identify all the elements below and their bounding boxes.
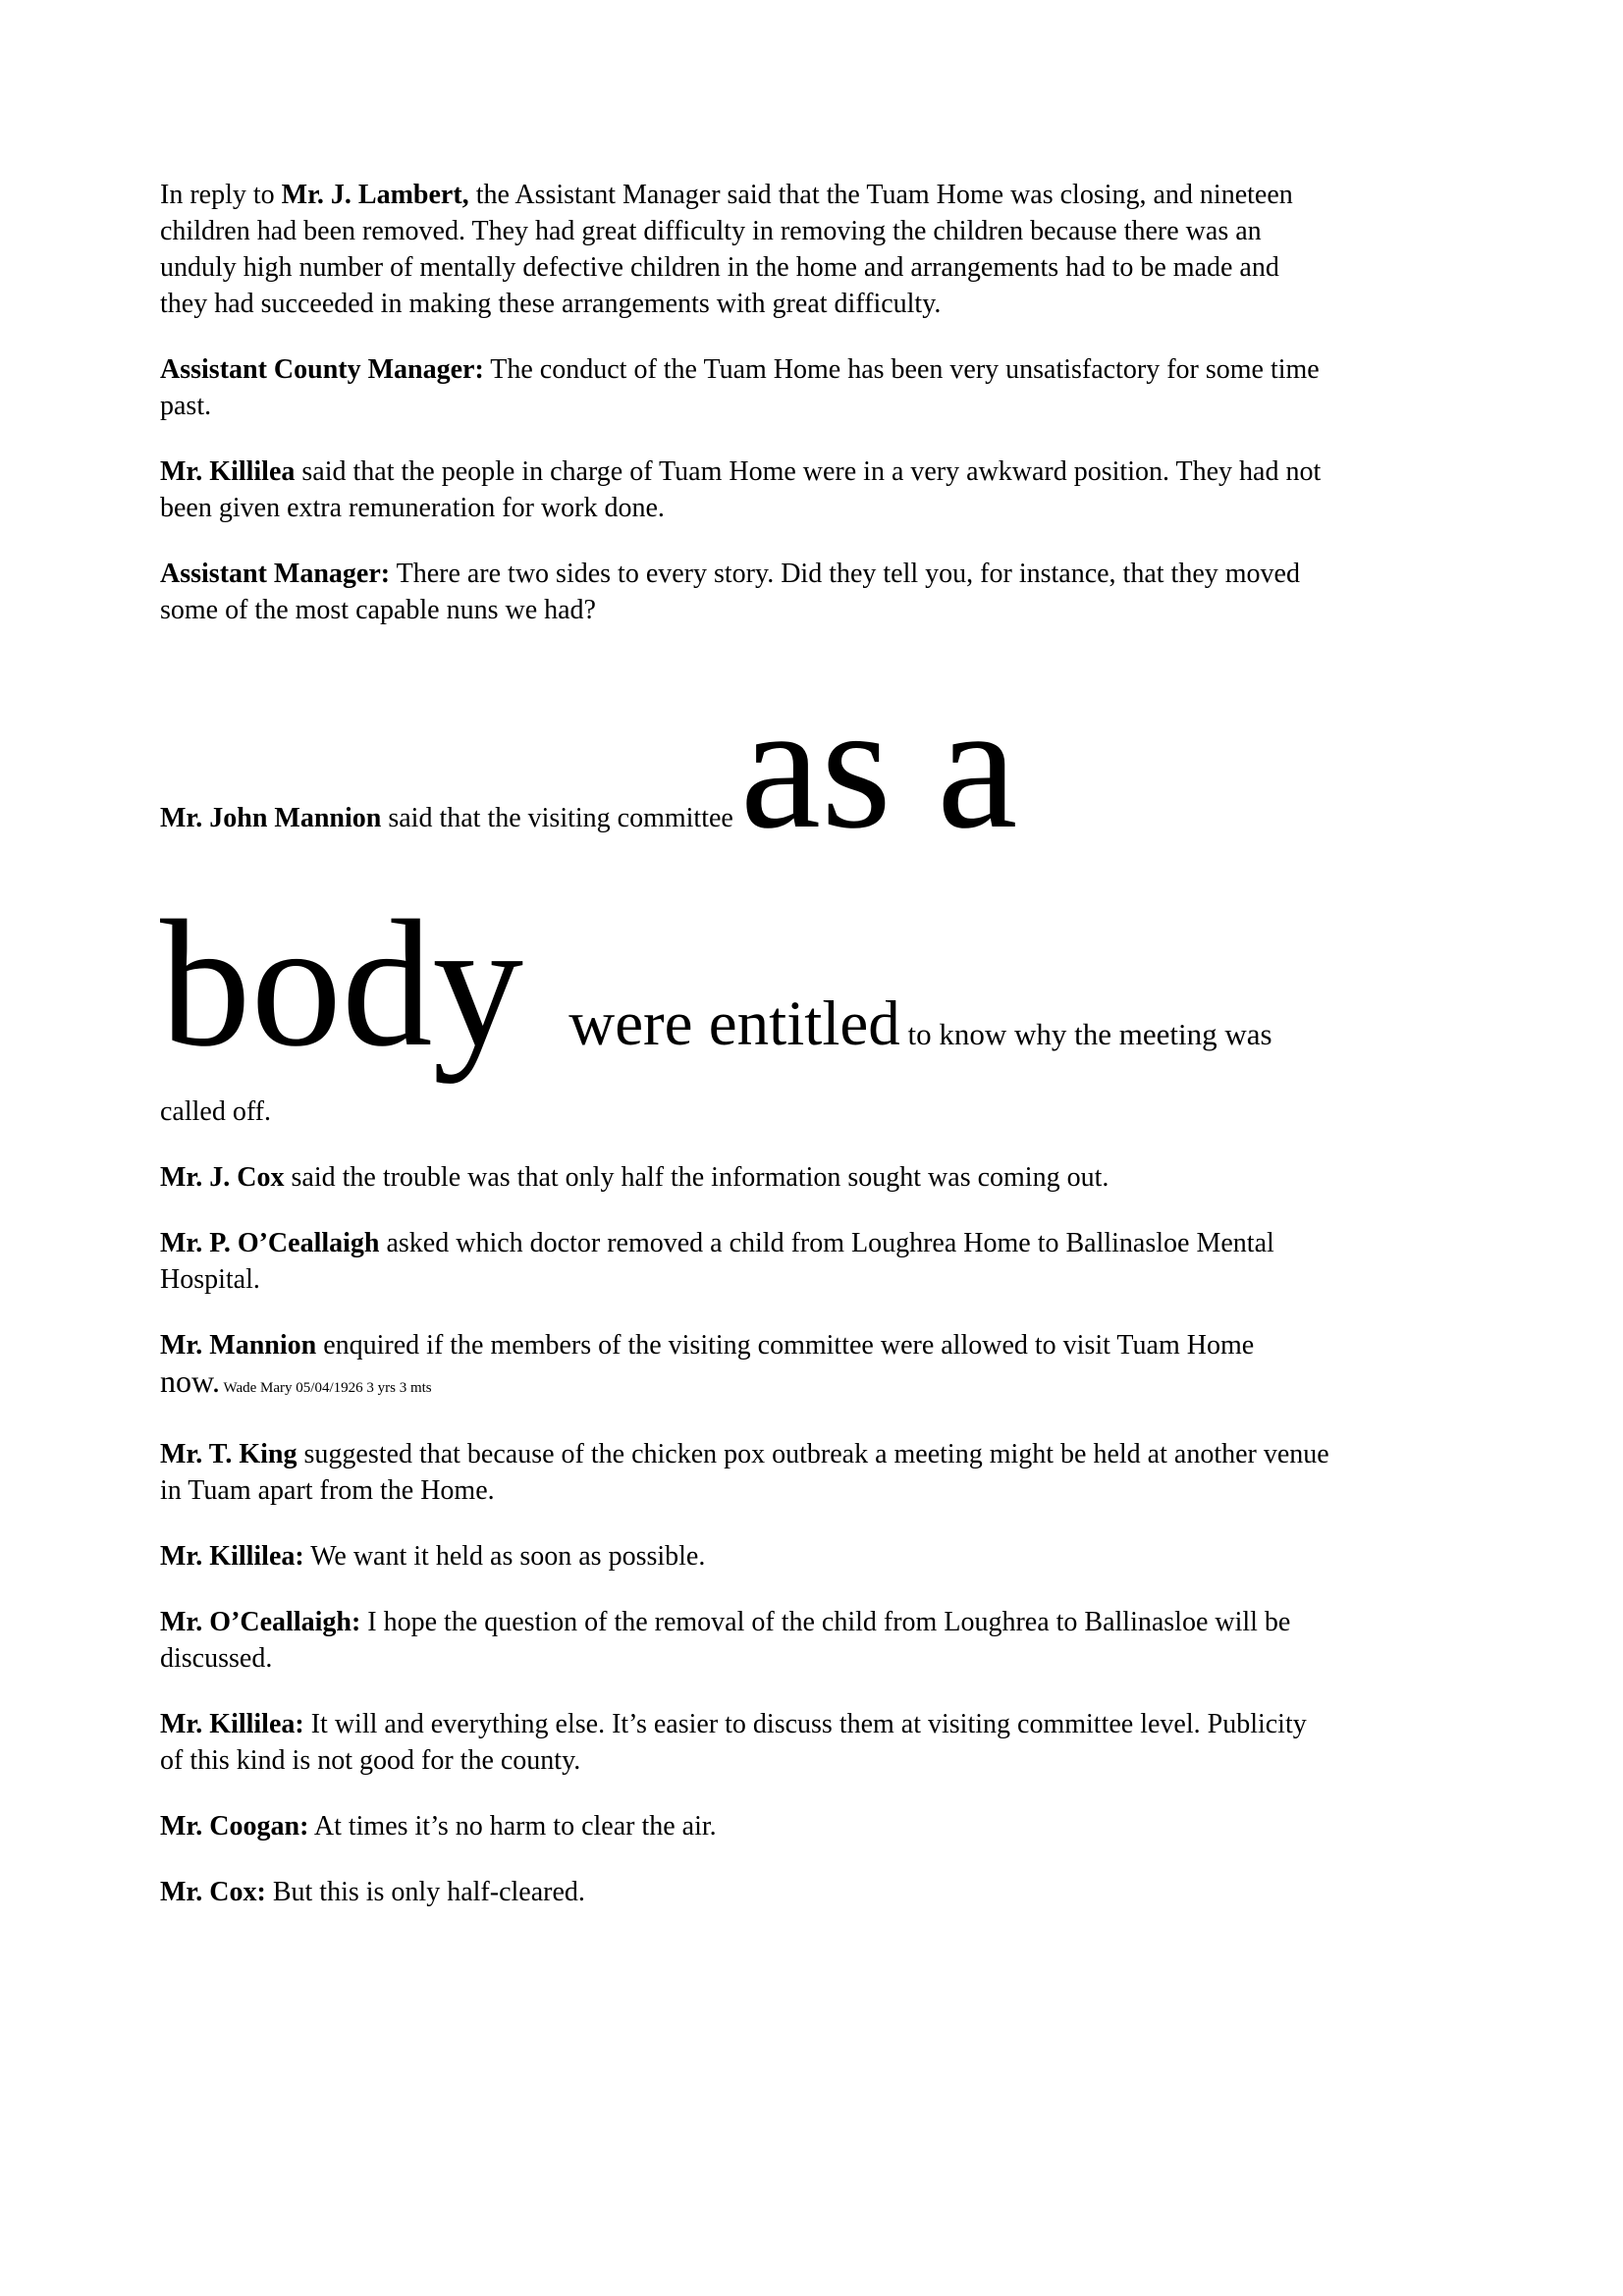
paragraph-cox-trouble [160,1159,1330,1196]
paragraph-oceallaigh-doctor [160,1225,1330,1298]
text-segment: to know why the meeting was [899,1017,1272,1051]
speaker-name: Mr. J. Cox [160,1162,285,1193]
text-segment-now: now. [160,1363,221,1399]
oversized-text-as-a: as a [739,666,1018,867]
paragraph-mannion-visit [160,1327,1330,1407]
paragraph-cox-halfcleared [160,1874,1330,1910]
text-segment: said the trouble was that only half the information sought was coming out. [284,1162,1109,1193]
paragraph-oceallaigh-hope [160,1604,1330,1677]
text-segment: The conduct of the Tuam Home has been very unsatisfactory for some time past. [160,354,1320,421]
text-segment: said that the people in charge of Tuam Home were in a very awkward position. They had not been given extra remuneration for work done. [160,456,1322,523]
text-segment: There are two sides to every story. Did they tell you, for instance, that they moved some of the most capable nuns we had? [160,559,1300,625]
text-segment: enquired if the members of the visiting committee were allowed to visit Tuam Home [316,1330,1255,1361]
speaker-name: Mr. Cox: [160,1877,266,1907]
text-segment: But this is only half-cleared. [265,1877,585,1907]
paragraph-killilea-discuss [160,1706,1330,1779]
speaker-name: Mr. P. O’Ceallaigh [160,1228,380,1258]
speaker-name: Mr. John Mannion [160,803,382,833]
speaker-name: Mr. Killilea: [160,1709,304,1739]
text-segment: It will and everything else. It’s easier to discuss them at visiting committee level. Publicity of this kind is not good for the county. [160,1709,1307,1776]
speaker-name: Assistant Manager: [160,559,391,589]
paragraph-mannion-as-a-body [160,658,1330,1130]
text-segment: the Assistant Manager said that the Tuam Home was closing, and nineteen children had been removed. They had great difficulty in removing the children because there was an unduly high number of mentally defective children in the home and arrangements had to be made and they had succeeded in making these arrangements with great difficulty. [160,180,1293,319]
text-segment: In reply to [160,180,282,210]
paragraph-killilea-awkward [160,454,1330,526]
speaker-name: Mr. J. Lambert, [281,180,469,210]
text-segment: We want it held as soon as possible. [303,1541,706,1572]
paragraph-assistant-county-manager [160,351,1330,424]
speaker-name: Mr. Coogan: [160,1811,309,1842]
text-segment: At times it’s no harm to clear the air. [308,1811,717,1842]
oversized-text-body: body [160,883,569,1085]
paragraph-assistant-manager [160,556,1330,628]
paragraph-killilea-soon [160,1538,1330,1575]
text-segment: asked which doctor removed a child from Loughrea Home to Ballinasloe Mental Hospital. [160,1228,1274,1295]
tiny-annotation-text: Wade Mary 05/04/1926 3 yrs 3 mts [220,1380,432,1396]
speaker-name: Mr. Killilea [160,456,296,487]
text-segment: said that the visiting committee [381,803,740,833]
paragraph-reply-lambert [160,177,1330,322]
speaker-name: Mr. Killilea: [160,1541,304,1572]
text-segment: suggested that because of the chicken pox outbreak a meeting might be held at another venue in Tuam apart from the Home. [160,1439,1329,1506]
paragraph-king-chickenpox [160,1436,1330,1509]
speaker-name: Mr. O’Ceallaigh: [160,1607,361,1637]
text-segment: I hope the question of the removal of the child from Loughrea to Ballinasloe will be discussed. [160,1607,1291,1674]
speaker-name: Mr. Mannion [160,1330,317,1361]
text-segment: called off. [160,1096,271,1127]
paragraph-coogan-air [160,1808,1330,1844]
speaker-name: Assistant County Manager: [160,354,484,385]
oversized-text-were-entitled: were entitled [568,988,900,1059]
speaker-name: Mr. T. King [160,1439,298,1469]
